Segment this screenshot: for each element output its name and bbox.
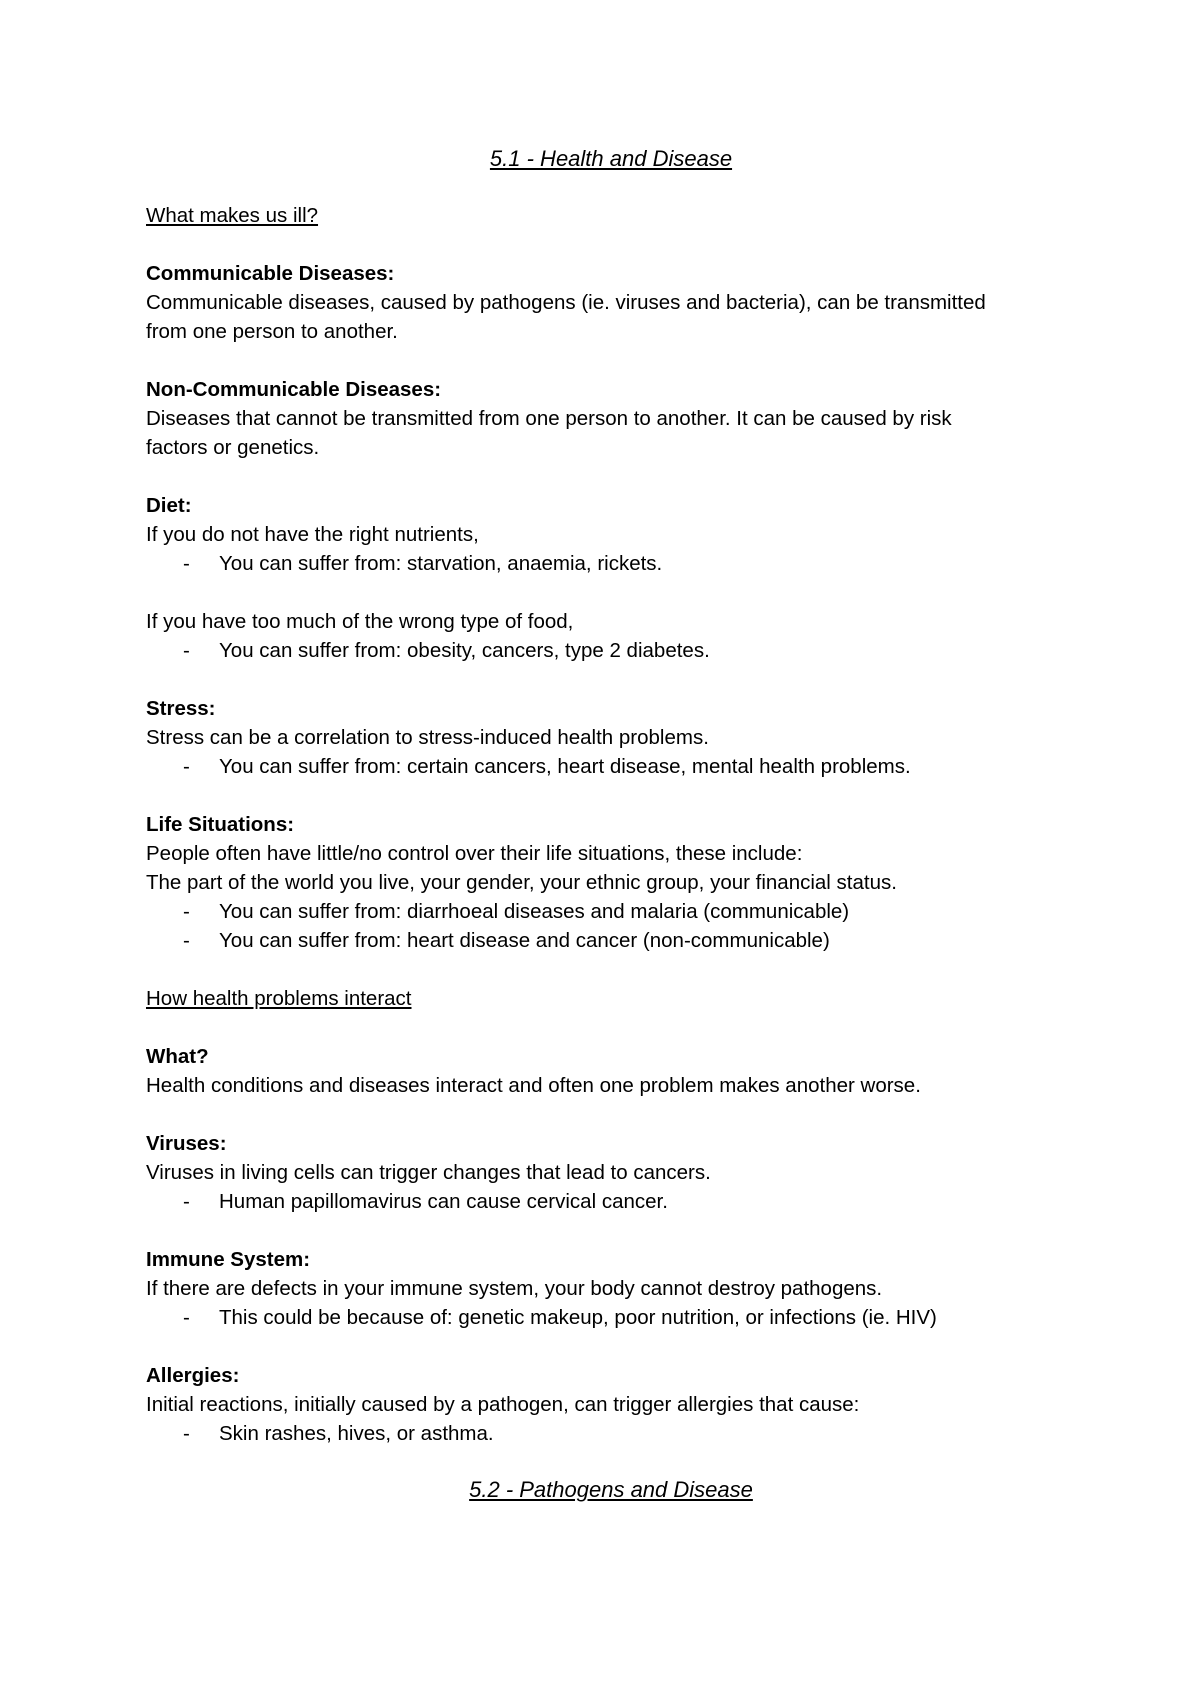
- bullet-dash: -: [183, 929, 190, 952]
- bullet-dash: -: [183, 1306, 190, 1329]
- paragraph-line: Initial reactions, initially caused by a pathogen, can trigger allergies that cause:: [146, 1393, 860, 1416]
- heading-what: What?: [146, 1045, 209, 1068]
- paragraph-line: Diseases that cannot be transmitted from one person to another. It can be caused by risk: [146, 407, 952, 430]
- heading-immune-system: Immune System:: [146, 1248, 311, 1271]
- paragraph-line: If you do not have the right nutrients,: [146, 523, 479, 546]
- paragraph-line: Viruses in living cells can trigger changes that lead to cancers.: [146, 1161, 711, 1184]
- bullet-dash: -: [183, 1422, 190, 1445]
- bullet-dash: -: [183, 755, 190, 778]
- paragraph-line: The part of the world you live, your gender, your ethnic group, your financial status.: [146, 871, 897, 894]
- list-item: - You can suffer from: certain cancers, heart disease, mental health problems.: [146, 752, 1076, 781]
- heading-diet: Diet:: [146, 494, 192, 517]
- heading-communicable-diseases: Communicable Diseases:: [146, 262, 395, 285]
- paragraph-line: from one person to another.: [146, 320, 398, 343]
- list-item: - You can suffer from: starvation, anaemia, rickets.: [146, 549, 1076, 578]
- paragraph-line: factors or genetics.: [146, 436, 320, 459]
- list-item: - Human papillomavirus can cause cervical cancer.: [146, 1187, 1076, 1216]
- list-item: - You can suffer from: diarrhoeal diseases and malaria (communicable): [146, 897, 1076, 926]
- paragraph-line: Communicable diseases, caused by pathogens (ie. viruses and bacteria), can be transmitted: [146, 291, 986, 314]
- bullet-dash: -: [183, 900, 190, 923]
- list-item: - You can suffer from: heart disease and cancer (non-communicable): [146, 926, 1076, 955]
- bullet-dash: -: [183, 552, 190, 575]
- paragraph-line: People often have little/no control over their life situations, these include:: [146, 842, 803, 865]
- section-title-5-2: 5.2 - Pathogens and Disease: [469, 1477, 753, 1502]
- subheading-what-makes-us-ill: What makes us ill?: [146, 204, 319, 227]
- bullet-dash: -: [183, 639, 190, 662]
- list-item: - You can suffer from: obesity, cancers, type 2 diabetes.: [146, 636, 1076, 665]
- section-title-5-1: 5.1 - Health and Disease: [489, 146, 733, 171]
- paragraph-line: Health conditions and diseases interact and often one problem makes another worse.: [146, 1074, 921, 1097]
- heading-stress: Stress:: [146, 697, 216, 720]
- heading-life-situations: Life Situations:: [146, 813, 295, 836]
- paragraph-line: If you have too much of the wrong type of food,: [146, 610, 574, 633]
- heading-non-communicable-diseases: Non-Communicable Diseases:: [146, 378, 442, 401]
- subheading-how-health-problems-interact: How health problems interact: [146, 987, 412, 1010]
- list-item: - Skin rashes, hives, or asthma.: [146, 1419, 1076, 1448]
- paragraph-line: If there are defects in your immune system, your body cannot destroy pathogens.: [146, 1277, 883, 1300]
- document-content: [146, 143, 1076, 1506]
- bullet-dash: -: [183, 1190, 190, 1213]
- heading-allergies: Allergies:: [146, 1364, 240, 1387]
- list-item: - This could be because of: genetic makeup, poor nutrition, or infections (ie. HIV): [146, 1303, 1076, 1332]
- heading-viruses: Viruses:: [146, 1132, 227, 1155]
- paragraph-line: Stress can be a correlation to stress-induced health problems.: [146, 726, 709, 749]
